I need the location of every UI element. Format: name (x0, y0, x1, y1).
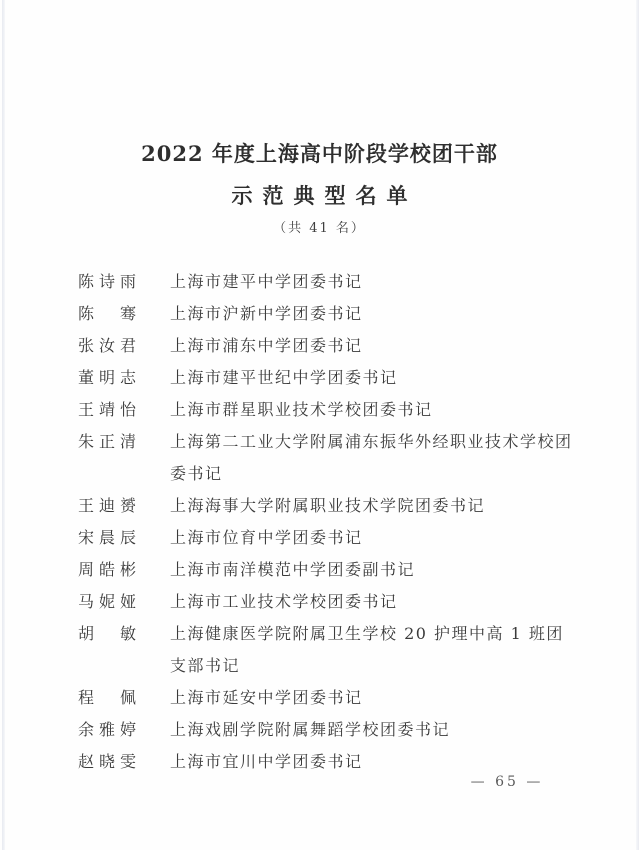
entry-position: 上海市建平世纪中学团委书记 (170, 368, 398, 387)
entry-position: 上海健康医学院附属卫生学校 20 护理中高 1 班团支部书记 (170, 624, 564, 675)
list-item (78, 618, 578, 682)
entry-name: 朱正清 (78, 432, 136, 451)
entry-position: 上海市浦东中学团委书记 (170, 336, 363, 355)
entry-position: 上海市宜川中学团委书记 (170, 752, 363, 771)
entry-position: 上海市沪新中学团委书记 (170, 304, 363, 323)
list-item (78, 266, 578, 298)
entry-position: 上海海事大学附属职业技术学院团委书记 (170, 496, 486, 515)
entry-position: 上海戏剧学院附属舞蹈学校团委书记 (170, 720, 451, 739)
list-item (78, 394, 578, 426)
entry-position: 上海市工业技术学校团委书记 (170, 592, 398, 611)
count-note: （共 41 名） (273, 221, 366, 236)
entry-name: 程 佩 (78, 688, 136, 707)
document-title-line1: 2022 年度上海高中阶段学校团干部 (141, 141, 498, 166)
list-item (78, 298, 578, 330)
scan-edge-left (2, 0, 5, 850)
list-item (78, 586, 578, 618)
entry-position: 上海市位育中学团委书记 (170, 528, 363, 547)
entry-position: 上海市南洋模范中学团委副书记 (170, 560, 416, 579)
list-item (78, 362, 578, 394)
list-item (78, 554, 578, 586)
entry-position: 上海市延安中学团委书记 (170, 688, 363, 707)
document-title-line2: 示范典型名单 (231, 183, 418, 208)
entry-name: 王迪赟 (78, 496, 136, 515)
entry-name: 余雅婷 (78, 720, 136, 739)
entry-name: 张汝君 (78, 336, 136, 355)
entry-list (78, 266, 578, 778)
entry-position: 上海第二工业大学附属浦东振华外经职业技术学校团委书记 (170, 432, 573, 483)
list-item (78, 682, 578, 714)
entry-name: 王靖怡 (78, 400, 136, 419)
entry-name: 赵晓雯 (78, 752, 136, 771)
entry-name: 胡 敏 (78, 624, 136, 643)
entry-name: 陈 骞 (78, 304, 136, 323)
list-item (78, 714, 578, 746)
list-item (78, 522, 578, 554)
list-item (78, 426, 578, 490)
entry-name: 马妮娅 (78, 592, 136, 611)
list-item (78, 490, 578, 522)
entry-position: 上海市建平中学团委书记 (170, 272, 363, 291)
entry-position: 上海市群星职业技术学校团委书记 (170, 400, 433, 419)
entry-name: 宋晨辰 (78, 528, 136, 547)
entry-name: 董明志 (78, 368, 136, 387)
entry-name: 周皓彬 (78, 560, 136, 579)
entry-name: 陈诗雨 (78, 272, 136, 291)
list-item (78, 330, 578, 362)
page-number: — 65 — (470, 774, 544, 790)
